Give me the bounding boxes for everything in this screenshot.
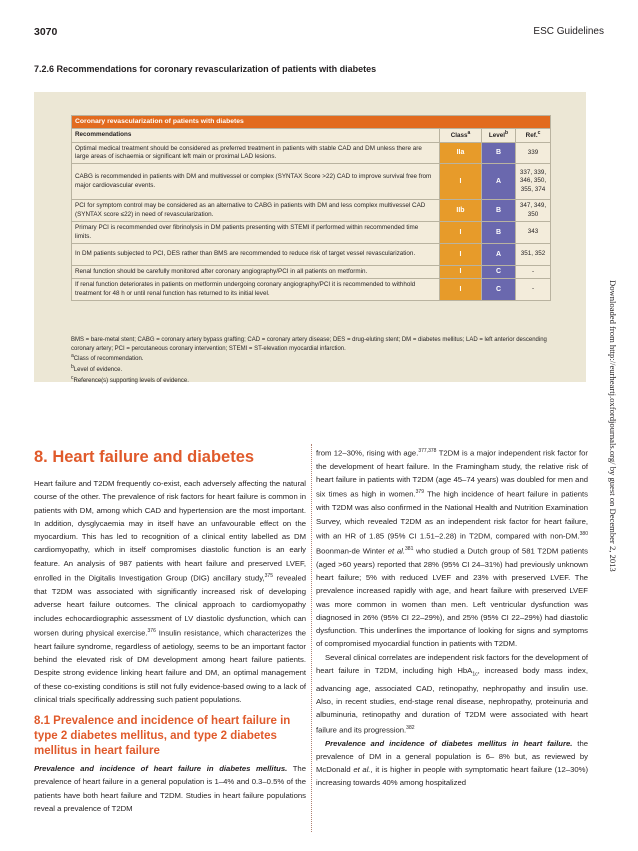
reference-cell: 351, 352 xyxy=(516,244,551,266)
recommendation-text: CABG is recommended in patients with DM and multivessel or complex (SYNTAX Score >22) CAD to improve survival free from major cardiovascular events. xyxy=(72,164,440,200)
paragraph: Prevalence and incidence of diabetes mellitus in heart failure. the prevalence of DM in a general population is 6– 8% but, as reviewed by McDonald et al., it is higher in people with symptomatic heart failure (12–30%) increasing towards 40% among hospitalized xyxy=(316,738,589,788)
level-badge: C xyxy=(482,266,516,279)
recommendation-text: PCI for symptom control may be considered as an alternative to CABG in patients with DM and less complex multivessel CAD (SYNTAX score ≤22) in need of revascularization. xyxy=(72,200,440,222)
recommendation-text: Renal function should be carefully monitored after coronary angiography/PCI in all patients on metformin. xyxy=(72,266,440,279)
level-badge: B xyxy=(482,222,516,244)
recommendations-table xyxy=(71,115,551,301)
level-badge: A xyxy=(482,244,516,266)
table-row xyxy=(72,222,551,244)
recommendations-box xyxy=(34,92,586,382)
footnote-b: $^b$Level of evidence. xyxy=(71,364,123,374)
column-divider xyxy=(311,444,312,832)
table-footnotes xyxy=(71,336,571,385)
reference-cell: 339 xyxy=(516,143,551,164)
reference-cell: - xyxy=(516,279,551,301)
class-badge: I xyxy=(440,244,482,266)
recommendation-text: In DM patients subjected to PCI, DES rather than BMS are recommended to reduce risk of target vessel revascularization. xyxy=(72,244,440,266)
level-badge: B xyxy=(482,143,516,164)
right-column xyxy=(316,445,588,790)
class-badge: I xyxy=(440,164,482,200)
paragraph: Heart failure and T2DM frequently co-exist, each adversely affecting the natural course of the other. The prevalence of risk factors for heart failure is common in patients with DM, among which CAD and hypertension are the most important. In addition, dysglycaemia may in itself have an unfavourable effect on the myocardium. This has led to recognition of a clinical entity labelled as DM cardiomyopathy, which in itself compromises diastolic function is an early feature. An analysis of 987 patients with heart failure and preserved LVEF, enrolled in the Digitalis Investigation Group (DIG) ancillary study,$^{375}$ revealed that T2DM was associated with significantly increased risk of developing adverse heart failure outcomes. The clinical approach to cardiomyopathy includes echocardiographic assessment of LV diastolic dysfunction, which can worsen during physical exercise.$^{376}$ Insulin resistance, which characterizes the heart failure syndrome, regardless of aetiology, seems to be an important factor behind the elevated risk of DM development among heart failure patients. Despite strong evidence linking heart failure and DM, an optimal management of these co-existing conditions is still not fully evidence-based owing to a lack of clinical trials specifically addressing such patient populations. xyxy=(34,479,307,704)
recommendation-text: If renal function deteriorates in patients on metformin undergoing coronary angiography/PCI it is recommended to withhold treatment for 48 h or until renal function has returned to its initial level. xyxy=(72,279,440,301)
table-row xyxy=(72,244,551,266)
abbreviations-note: BMS = bare-metal stent; CABG = coronary artery bypass grafting; CAD = coronary artery disease; DES = drug-eluting stent; DM = diabetes mellitus; LAD = left anterior descending coronary artery; PCI = percutaneous coronary intervention; STEMI = ST-elevation myocardial infarction. xyxy=(71,337,547,352)
table-row xyxy=(72,266,551,279)
reference-cell: 347, 349, 350 xyxy=(516,200,551,222)
section-heading: 7.2.6 Recommendations for coronary revascularization of patients with diabetes xyxy=(34,64,377,74)
table-header-row xyxy=(72,129,551,143)
recommendation-text: Primary PCI is recommended over fibrinolysis in DM patients presenting with STEMI if performed within recommended time limits. xyxy=(72,222,440,244)
class-badge: I xyxy=(440,222,482,244)
class-badge: I xyxy=(440,279,482,301)
table-row xyxy=(72,164,551,200)
paragraph: Prevalence and incidence of heart failure in diabetes mellitus. The prevalence of heart failure in a general population is 1–4% and 0.3–0.5% of the patients have both heart failure and T2DM. Studies in heart failure populations reveal a prevalence of T2DM xyxy=(34,764,306,814)
column-header-class: Class$^a$ xyxy=(440,129,482,143)
reference-cell: - xyxy=(516,266,551,279)
column-header-recommendations: Recommendations xyxy=(72,129,440,143)
page-number: 3070 xyxy=(34,26,58,38)
level-badge: A xyxy=(482,164,516,200)
paragraph: Several clinical correlates are independent risk factors for the development of heart failure in T2DM, including high HbA$_{1c}$, increased body mass index, advancing age, associated CAD, retinopathy, nephropathy and insulin use. Also, in recent studies, end-stage renal disease, nephropathy, proteinuria and albuminuria, retinopathy and duration of T2DM were associated with heart failure and its progression.$^{382}$ xyxy=(316,652,589,735)
download-watermark: Downloaded from http://eurheartj.oxfordjournals.org/ by guest on December 2, 2013 xyxy=(608,280,618,572)
class-badge: IIb xyxy=(440,200,482,222)
chapter-heading: 8. Heart failure and diabetes xyxy=(34,448,255,466)
paragraph: from 12–30%, rising with age.$^{377,378}$ T2DM is a major independent risk factor for the development of heart failure. In the Framingham study, the relative risk of heart failure in patients with T2DM (age 45–74 years) was doubled for men and six times as high in women.$^{379}$ The high incidence of heart failure in patients with T2DM was also confirmed in the National Health and Nutrition Examination Survey, which revealed T2DM as an independent risk factor for heart failure, with an HR of 1.85 (95% CI 1.51–2.28) in T2DM, compared with non-DM.$^{380}$ Boonman-de Winter et al.$^{381}$ who studied a Dutch group of 581 T2DM patients (aged >60 years) reported that 28% (95% CI 24–31%) had previously unknown heart failure; 5% with reduced LVEF and 23% with preserved LVEF. The prevalence increased rapidly with age, and heart failure with preserved LVEF was more common in women than men. Left ventricular dysfunction was diagnosed in 26% (95% CI 22–29%), and 25% (95% CI 22–29%) had diastolic dysfunction. This underlines the importance of looking for signs and symptoms of compromised myocardial function in patients with T2DM. xyxy=(316,448,588,649)
reference-cell: 337, 339, 346, 350, 355, 374 xyxy=(516,164,551,200)
recommendation-text: Optimal medical treatment should be considered as preferred treatment in patients with stable CAD and DM unless there are large areas of ischaemia or significant left main or proximal LAD lesions. xyxy=(72,143,440,164)
left-column xyxy=(34,448,306,815)
page-header xyxy=(34,26,604,42)
class-badge: I xyxy=(440,266,482,279)
table-row xyxy=(72,200,551,222)
column-header-level: Level$^b$ xyxy=(482,129,516,143)
level-badge: C xyxy=(482,279,516,301)
table-row xyxy=(72,143,551,164)
column-header-ref: Ref.$^c$ xyxy=(516,129,551,143)
footnote-a: $^a$Class of recommendation. xyxy=(71,353,144,363)
journal-name: ESC Guidelines xyxy=(533,26,604,37)
reference-cell: 343 xyxy=(516,222,551,244)
table-title: Coronary revascularization of patients with diabetes xyxy=(72,116,551,129)
table-row xyxy=(72,279,551,301)
class-badge: IIa xyxy=(440,143,482,164)
level-badge: B xyxy=(482,200,516,222)
footnote-c: $^c$Reference(s) supporting levels of evidence. xyxy=(71,374,189,384)
subsection-heading: 8.1 Prevalence and incidence of heart failure in type 2 diabetes mellitus, and type 2 diabetes mellitus in heart failure xyxy=(34,715,291,758)
